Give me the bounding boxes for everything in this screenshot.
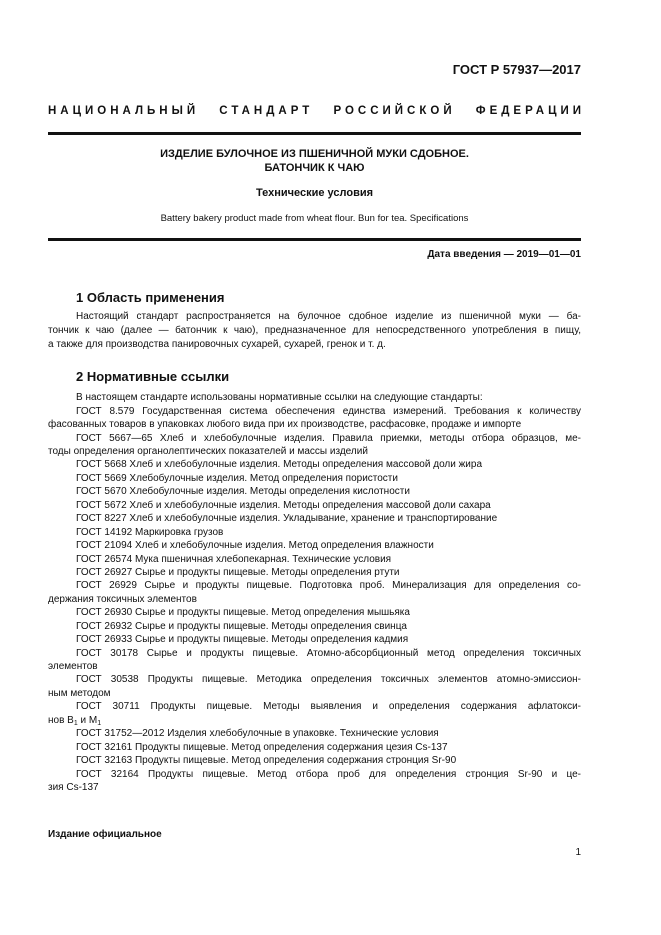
normative-reference-item [48,553,581,566]
text-line: ГОСТ 31752—2012 Изделия хлебобулочные в упаковке. Технические условия [76,728,439,740]
text-line: ГОСТ 26574 Мука пшеничная хлебопекарная. Технические условия [76,553,392,565]
text-line: В настоящем стандарте использованы нормативные ссылки на следующие стандарты: [76,392,483,404]
normative-reference-item [48,432,581,459]
normative-reference-item [48,539,581,552]
title-line-1: ИЗДЕЛИЕ БУЛОЧНОЕ ИЗ ПШЕНИЧНОЙ МУКИ СДОБНОЕ. [160,148,469,160]
normative-reference-item [48,458,581,471]
normative-reference-item [48,620,581,633]
text-line [48,714,581,727]
text-line: ным методом [48,687,111,699]
text-line: Настоящий стандарт распространяется на булочное сдобное изделие из пшеничной муки — ба- [76,310,581,322]
normative-reference-item [48,768,581,795]
text-line: ГОСТ 32164 Продукты пищевые. Метод отбора проб для определения стронция Sr-90 и це- [76,768,581,780]
normative-reference-item [48,485,581,498]
text-line: ГОСТ 26933 Сырье и продукты пищевые. Методы определения кадмия [76,634,409,646]
references-intro-paragraph [48,391,581,404]
normative-reference-item [48,700,581,727]
scope-paragraph [48,310,581,353]
text-line: тончик к чаю (далее — батончик к чаю), предназначенное для непосредственного употребления в пищу, [48,325,581,337]
english-title: Battery bakery product made from wheat flour. Bun for tea. Specifications [160,212,469,224]
normative-reference-item [48,647,581,674]
normative-reference-item [48,673,581,700]
text-line: держания токсичных элементов [48,593,197,605]
text-line: ГОСТ 32163 Продукты пищевые. Метод определения содержания стронция Sr-90 [76,755,457,767]
normative-reference-item [48,579,581,606]
document-title [48,147,581,175]
text-line: ГОСТ 5672 Хлеб и хлебобулочные изделия. Методы определения массовой доли сахара [76,499,491,511]
text-line: ГОСТ 26927 Сырье и продукты пищевые. Методы определения ртути [76,566,400,578]
normative-reference-item [48,606,581,619]
text-line: фасованных товаров в упаковках любого вида при их производстве, расфасовке, продаже и импорте [48,419,522,431]
effective-date: Дата введения — 2019—01—01 [427,248,581,260]
title-line-2: БАТОНЧИК К ЧАЮ [264,162,365,174]
normative-reference-item [48,754,581,767]
normative-reference-item [48,566,581,579]
section-2-heading: 2 Нормативные ссылки [76,369,230,384]
text-line: ГОСТ 21094 Хлеб и хлебобулочные изделия. Метод определения влажности [76,540,434,552]
scope-section-body [48,310,581,353]
normative-references-body [48,391,581,794]
standard-type-heading: НАЦИОНАЛЬНЫЙ СТАНДАРТ РОССИЙСКОЙ ФЕДЕРАЦИИ [48,105,585,117]
text-line: ГОСТ 8227 Хлеб и хлебобулочные изделия. Укладывание, хранение и транспортирование [76,513,498,525]
text-line: а также для производства панировочных сухарей, сухарей, гренок и т. д. [48,339,386,351]
section-1-heading: 1 Область применения [76,290,225,305]
title-bottom-rule [48,238,581,241]
text-line: ГОСТ 5667—65 Хлеб и хлебобулочные изделия. Правила приемки, методы отбора образцов, ме- [76,432,581,444]
edition-note: Издание официальное [48,828,162,840]
text-segment: и M [77,714,98,726]
text-line: ГОСТ 30711 Продукты пищевые. Методы выявления и определения содержания афлатокси- [76,701,581,713]
text-segment: нов B [48,714,74,726]
normative-reference-item [48,472,581,485]
normative-reference-item [48,499,581,512]
text-line: ГОСТ 26930 Сырье и продукты пищевые. Метод определения мышьяка [76,607,410,619]
top-rule [48,132,581,135]
document-number: ГОСТ Р 57937—2017 [452,62,581,77]
document-subtitle: Технические условия [255,187,374,199]
text-line: тоды определения органолептических показателей и массы изделий [48,446,368,458]
normative-reference-item [48,405,581,432]
normative-reference-item [48,526,581,539]
text-line: ГОСТ 26932 Сырье и продукты пищевые. Методы определения свинца [76,620,407,632]
text-line: ГОСТ 8.579 Государственная система обеспечения единства измерений. Требования к количеству [76,405,581,417]
text-line: элементов [48,661,98,673]
text-line: ГОСТ 30538 Продукты пищевые. Методика определения токсичных элементов атомно-эмиссион- [76,674,581,686]
text-line: ГОСТ 5669 Хлебобулочные изделия. Метод определения пористости [76,472,398,484]
normative-reference-item [48,727,581,740]
text-line: зия Cs-137 [48,781,99,793]
text-line: ГОСТ 26929 Сырье и продукты пищевые. Подготовка проб. Минерализация для определения со- [76,580,581,592]
normative-reference-item [48,512,581,525]
text-line: ГОСТ 14192 Маркировка грузов [76,526,224,538]
text-line: ГОСТ 32161 Продукты пищевые. Метод определения содержания цезия Cs-137 [76,741,448,753]
subscript: 1 [97,719,102,727]
page-number: 1 [575,846,581,858]
subscript: 1 [73,719,78,727]
normative-reference-item [48,633,581,646]
text-line: ГОСТ 5670 Хлебобулочные изделия. Методы определения кислотности [76,486,410,498]
text-line: ГОСТ 5668 Хлеб и хлебобулочные изделия. Методы определения массовой доли жира [76,459,483,471]
normative-reference-item [48,741,581,754]
text-line: ГОСТ 30178 Сырье и продукты пищевые. Атомно-абсорбционный метод определения токсичных [76,647,581,659]
